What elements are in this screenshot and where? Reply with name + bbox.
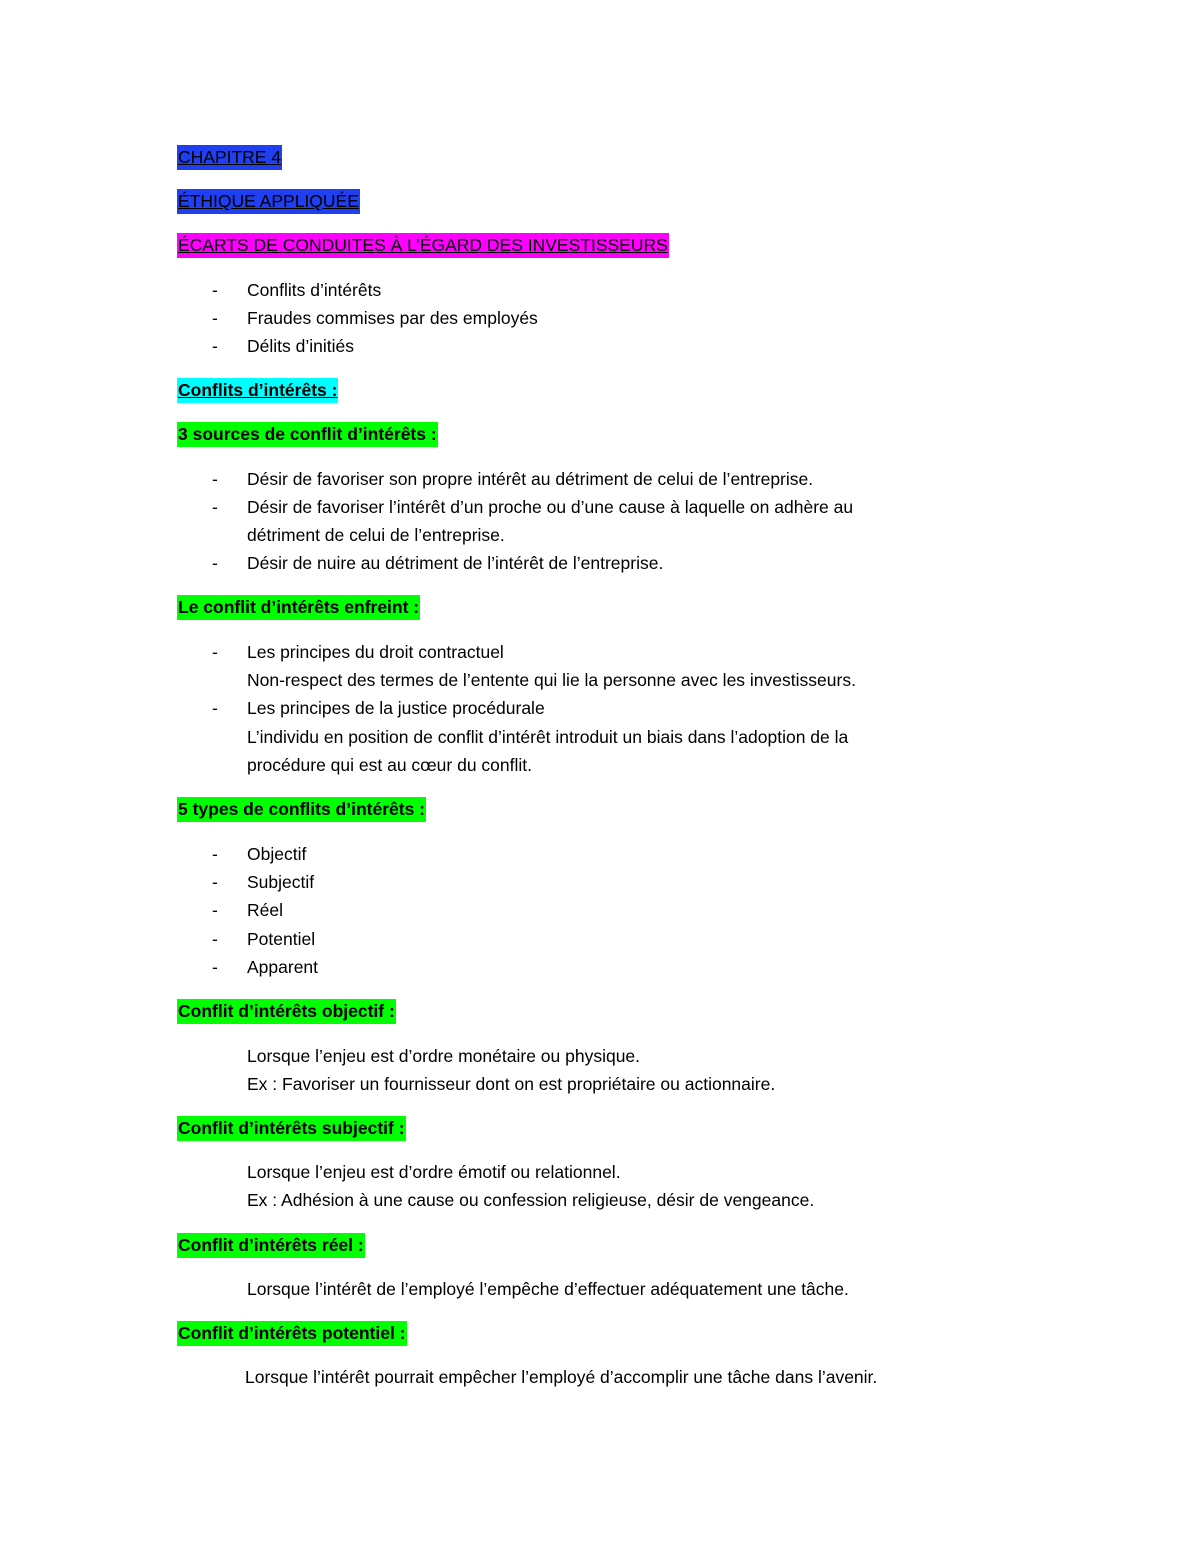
types-heading-text: 5 types de conflits d’intérêts : bbox=[177, 797, 426, 822]
reel-paragraph: Lorsque l’intérêt de l’employé l’empêche d’effectuer adéquatement une tâche. bbox=[247, 1279, 849, 1299]
bullet-dash: - bbox=[212, 698, 218, 718]
ethics-heading bbox=[177, 189, 360, 213]
objectif-heading bbox=[177, 999, 396, 1023]
sources-heading-text: 3 sources de conflit d’intérêts : bbox=[177, 422, 438, 447]
list-item: Subjectif bbox=[247, 872, 315, 892]
bullet-dash: - bbox=[212, 957, 218, 977]
bullet-dash: - bbox=[212, 280, 218, 300]
ecarts-heading bbox=[177, 233, 669, 257]
list-item-detail: procédure qui est au cœur du conflit. bbox=[247, 755, 533, 775]
list-item: Potentiel bbox=[247, 929, 316, 949]
list-item-continuation: détriment de celui de l’entreprise. bbox=[247, 525, 505, 545]
bullet-dash: - bbox=[212, 553, 218, 573]
reel-heading-text: Conflit d’intérêts réel : bbox=[177, 1233, 365, 1258]
list-item: Apparent bbox=[247, 957, 319, 977]
subjectif-heading bbox=[177, 1116, 406, 1140]
reel-heading bbox=[177, 1233, 365, 1257]
list-item: Réel bbox=[247, 900, 283, 920]
bullet-dash: - bbox=[212, 469, 218, 489]
bullet-dash: - bbox=[212, 900, 218, 920]
bullet-dash: - bbox=[212, 872, 218, 892]
potentiel-heading bbox=[177, 1321, 407, 1345]
list-item: Les principes de la justice procédurale bbox=[247, 698, 545, 718]
enfreint-heading-text: Le conflit d’intérêts enfreint : bbox=[177, 595, 420, 620]
list-item: Désir de favoriser son propre intérêt au détriment de celui de l’entreprise. bbox=[247, 469, 814, 489]
potentiel-paragraph: Lorsque l’intérêt pourrait empêcher l’employé d’accomplir une tâche dans l’avenir. bbox=[245, 1367, 878, 1387]
bullet-dash: - bbox=[212, 929, 218, 949]
objectif-example: Ex : Favoriser un fournisseur dont on est propriétaire ou actionnaire. bbox=[247, 1074, 776, 1094]
sources-heading bbox=[177, 422, 438, 446]
subjectif-paragraph: Lorsque l’enjeu est d’ordre émotif ou relationnel. bbox=[247, 1162, 621, 1182]
list-item: Désir de nuire au détriment de l’intérêt de l’entreprise. bbox=[247, 553, 664, 573]
list-item: Fraudes commises par des employés bbox=[247, 308, 538, 328]
list-item: Objectif bbox=[247, 844, 307, 864]
bullet-dash: - bbox=[212, 497, 218, 517]
chapter-heading-text: CHAPITRE 4 bbox=[177, 145, 282, 170]
objectif-heading-text: Conflit d’intérêts objectif : bbox=[177, 999, 396, 1024]
subjectif-heading-text: Conflit d’intérêts subjectif : bbox=[177, 1116, 406, 1141]
objectif-paragraph: Lorsque l’enjeu est d’ordre monétaire ou physique. bbox=[247, 1046, 641, 1066]
chapter-heading bbox=[177, 145, 282, 169]
list-item: Conflits d’intérêts bbox=[247, 280, 382, 300]
conflits-section-heading bbox=[177, 378, 338, 402]
list-item-detail: L’individu en position de conflit d’intérêt introduit un biais dans l’adoption de la bbox=[247, 727, 849, 747]
conflits-section-heading-text: Conflits d’intérêts : bbox=[177, 378, 338, 403]
bullet-dash: - bbox=[212, 844, 218, 864]
bullet-dash: - bbox=[212, 642, 218, 662]
bullet-dash: - bbox=[212, 308, 218, 328]
list-item: Désir de favoriser l’intérêt d’un proche ou d’une cause à laquelle on adhère au bbox=[247, 497, 854, 517]
bullet-dash: - bbox=[212, 336, 218, 356]
ethics-heading-text: ÉTHIQUE APPLIQUÉE bbox=[177, 189, 360, 214]
list-item: Les principes du droit contractuel bbox=[247, 642, 504, 662]
list-item: Délits d’initiés bbox=[247, 336, 354, 356]
types-heading bbox=[177, 797, 426, 821]
ecarts-heading-text: ÉCARTS DE CONDUITES À L’ÉGARD DES INVESTISSEURS bbox=[177, 233, 669, 258]
enfreint-heading bbox=[177, 595, 420, 619]
potentiel-heading-text: Conflit d’intérêts potentiel : bbox=[177, 1321, 407, 1346]
list-item-detail: Non-respect des termes de l’entente qui lie la personne avec les investisseurs. bbox=[247, 670, 856, 690]
subjectif-example: Ex : Adhésion à une cause ou confession religieuse, désir de vengeance. bbox=[247, 1190, 815, 1210]
